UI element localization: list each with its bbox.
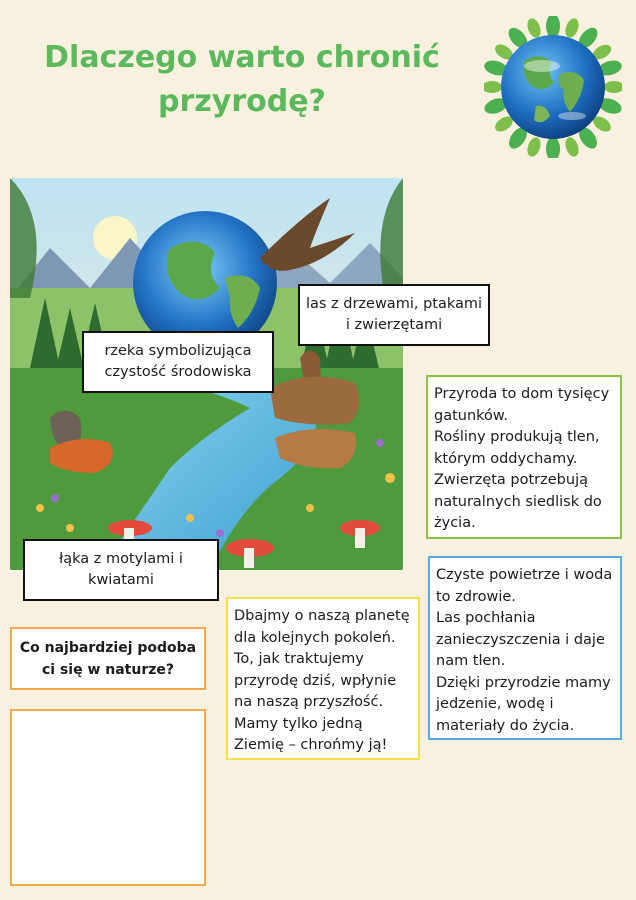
earth-globe-with-leaves-icon — [484, 16, 622, 158]
label-meadow-line-2: kwiatami — [88, 572, 154, 588]
text-line: życia. — [434, 515, 476, 531]
text-line: zanieczyszczenia i daje — [436, 631, 605, 648]
text-line: Mamy tylko jedną — [234, 715, 363, 732]
text-line: Przyroda to dom tysięcy — [434, 386, 610, 402]
question-box — [10, 627, 206, 690]
info-box-nature-home — [426, 375, 622, 539]
answer-area[interactable] — [10, 709, 206, 886]
text-line: którym oddychamy. — [434, 450, 578, 467]
label-forest — [298, 284, 490, 346]
question-line-2: ci się w naturze? — [41, 661, 175, 678]
info-box-clean-air — [428, 556, 622, 740]
text-line: dla kolejnych pokoleń. — [234, 629, 396, 646]
text-line: Las pochłania — [436, 610, 536, 626]
text-line: nam tlen. — [436, 653, 506, 669]
text-line: naturalnych siedlisk do — [434, 493, 602, 510]
label-meadow — [23, 539, 219, 601]
label-meadow-line-1: łąka z motylami i — [59, 551, 183, 567]
label-river-line-2: czystość środowiska — [104, 364, 252, 380]
title-line-1: Dlaczego warto chronić — [44, 40, 440, 75]
text-line: na naszą przyszłość. — [234, 694, 384, 710]
text-line: gatunków. — [434, 407, 509, 424]
text-line: Czyste powietrze i woda — [436, 567, 613, 583]
label-river — [82, 331, 274, 393]
label-forest-line-1: las z drzewami, ptakami — [305, 296, 483, 312]
text-line: przyrodę dziś, wpłynie — [234, 672, 397, 689]
label-forest-line-2: i zwierzętami — [345, 317, 443, 333]
text-line: To, jak traktujemy — [234, 651, 364, 667]
label-river-line-1: rzeka symbolizująca — [104, 343, 252, 359]
question-line-1: Co najbardziej podoba — [19, 639, 197, 656]
text-line: Dzięki przyrodzie mamy — [436, 674, 611, 691]
text-line: Zwierzęta potrzebują — [434, 472, 588, 488]
info-box-planet-care — [226, 597, 420, 760]
text-line: Dbajmy o naszą planetę — [234, 608, 410, 624]
text-line: jedzenie, wodę i — [436, 696, 554, 712]
title-line-2: przyrodę? — [158, 84, 326, 119]
page-title — [18, 36, 466, 124]
text-line: materiały do życia. — [436, 717, 575, 734]
text-line: Ziemię – chrońmy ją! — [234, 737, 388, 753]
text-line: Rośliny produkują tlen, — [434, 429, 600, 445]
text-line: to zdrowie. — [436, 588, 516, 605]
